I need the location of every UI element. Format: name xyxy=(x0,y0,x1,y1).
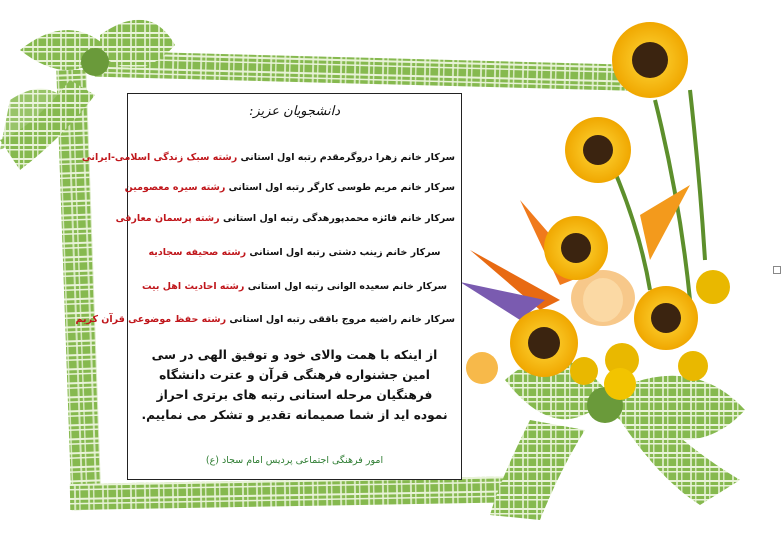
award-line-prefix: سرکار خانم فائزه محمدپورهدگی رتبه اول استانی xyxy=(222,213,455,224)
greeting: دانشجویان عزیز: xyxy=(248,104,341,119)
ribbon-bottom xyxy=(70,476,540,510)
sunflower-5 xyxy=(510,309,578,377)
award-line xyxy=(134,281,455,292)
award-line-prefix: سرکار خانم زینب دشتی رتبه اول استانی xyxy=(249,247,441,258)
award-line xyxy=(75,314,455,325)
award-line-field: رشته سبک زندگی اسلامی-ایرانی xyxy=(81,152,238,163)
award-line xyxy=(115,213,455,224)
award-line-field: رشته پرسمان معارفی xyxy=(115,213,220,224)
sunflower-3 xyxy=(544,216,608,280)
award-line-prefix: سرکار خانم مریم طوسی کارگر رتبه اول استانی xyxy=(228,182,455,193)
award-line xyxy=(124,182,455,193)
award-line xyxy=(81,152,455,163)
ribbon-left xyxy=(56,70,101,511)
resize-handle[interactable] xyxy=(773,266,781,274)
award-line-field: رشته حفظ موضوعی قرآن کریم xyxy=(75,314,227,325)
ribbon-top xyxy=(95,51,655,92)
appreciation-paragraph: از اینکه با همت والای خود و توفیق الهی در سی امین جشنواره فرهنگی قرآن و عترت دانشگاه فرهنگیان مرحله استانی رتبه های برتری احراز نموده اید از شما صمیمانه تقدیر و تشکر می نماییم. xyxy=(141,348,448,422)
certificate-card xyxy=(75,93,462,480)
award-line-field: رشته صحیفه سجادیه xyxy=(148,247,247,258)
award-line-prefix: سرکار خانم زهرا دروگرمقدم رتبه اول استانی xyxy=(240,152,455,163)
award-line-field: رشته احادیث اهل بیت xyxy=(142,281,245,292)
award-line-prefix: سرکار خانم راضیه مروج باققی رتبه اول استانی xyxy=(229,314,455,325)
flower-stems xyxy=(612,90,705,300)
award-line-field: رشته سیره معصومین xyxy=(124,182,226,193)
sunflower-4 xyxy=(634,286,698,350)
sunflower-2 xyxy=(565,117,631,183)
award-line xyxy=(134,247,455,258)
award-line-prefix: سرکار خانم سعیده الوانی رتبه اول استانی xyxy=(247,281,447,292)
signature: امور فرهنگی اجتماعی پردیس امام سجاد (ع) xyxy=(205,455,384,466)
sunflower-1 xyxy=(612,22,688,98)
